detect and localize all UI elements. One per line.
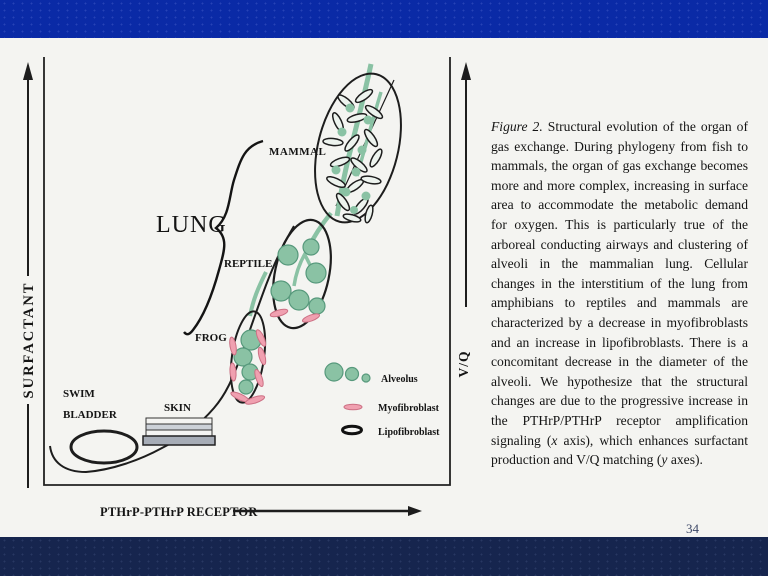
mammal-label: MAMMAL — [269, 146, 327, 158]
swim-bladder-label-line2: BLADDER — [63, 409, 117, 421]
figure-caption-text-3: axes). — [667, 452, 703, 468]
skin-drawing — [143, 418, 215, 445]
frog-label: FROG — [195, 332, 227, 344]
alveolus-swatch-icon — [325, 363, 370, 382]
skin-label: SKIN — [164, 402, 191, 414]
figure-caption-text-2: axis), which enhances surfactant production and V/Q matching ( — [491, 432, 748, 468]
swim-bladder-label-line1: SWIM — [63, 388, 95, 400]
swim-bladder-drawing — [71, 431, 137, 463]
swim-bladder-label — [63, 388, 118, 421]
reptile-label: REPTILE — [224, 258, 273, 270]
lipofibroblast-swatch-icon — [343, 426, 362, 434]
surfactant-axis — [19, 62, 38, 488]
vq-axis-label: V/Q — [456, 350, 471, 378]
legend-myofibroblast-label: Myofibroblast — [378, 403, 439, 414]
legend-lipofibroblast-label: Lipofibroblast — [378, 427, 440, 438]
surfactant-axis-label: SURFACTANT — [21, 281, 37, 399]
right-arrow-icon — [408, 506, 422, 516]
reptile-lung-drawing — [264, 213, 340, 333]
up-arrow-icon — [23, 62, 33, 80]
lung-label: LUNG — [156, 212, 227, 238]
figure-legend — [325, 363, 440, 438]
myofibroblast-swatch-icon — [344, 404, 362, 410]
caption-y-variable: y — [661, 452, 668, 468]
pthrp-axis-label: PTHrP-PTHrP RECEPTOR — [100, 505, 258, 519]
figure-caption-text-1: Structural evolution of the organ of gas exchange. During phylogeny from fish to mammals, the organ of gas exchange becomes more and more complex, increasing in surface area to accommodate the metabolic demand for oxygen. This is particularly true of the arboreal conducting airways and clustering of alveoli in the mammalian lung. Cellular changes in the interstitium of the lung from amphibians to reptiles and mammals are characterized by a decrease in myofibroblasts and an increase in lipofibroblasts. There is a concomitant decrease in the diameter of the alveoli. We hypothesize that the structural changes are due to the progressive increase in the PTHrP/PTHrP receptor amplification signaling ( — [491, 119, 748, 448]
page-number: 34 — [686, 521, 699, 536]
legend-alveolus-label: Alveolus — [381, 374, 418, 385]
caption-x-variable: x — [551, 432, 558, 448]
figure-caption-label: Figure 2. — [491, 119, 543, 134]
vq-axis — [456, 62, 471, 378]
figure-caption — [491, 117, 748, 470]
up-arrow-icon — [461, 62, 471, 80]
pthrp-axis — [100, 505, 422, 519]
